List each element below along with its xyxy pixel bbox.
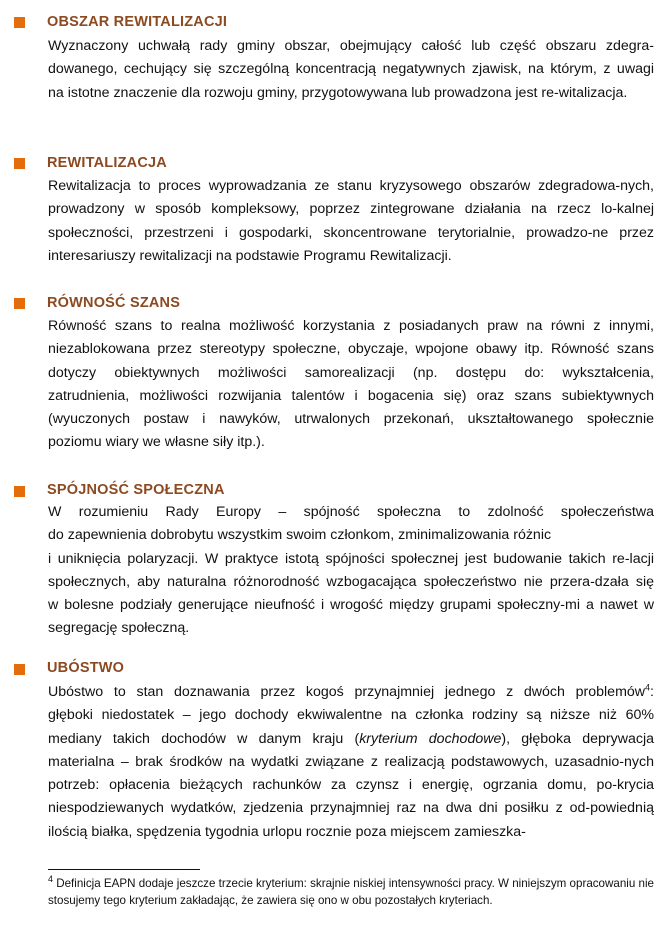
section-body-spojnosc-spoleczna xyxy=(48,501,654,641)
text-line: niezablokowana przez stereotypy społeczne, obyczaje, wpojone obawy itp. Równość szans xyxy=(48,341,654,358)
section-body-obszar-rewitalizacji xyxy=(48,35,654,105)
text-line: potrzeb: opłacenia bieżących rachunków za czynsz i energię, ogrzania domu, po-krycia xyxy=(48,777,654,794)
text-line: głęboki niedostatek – jego dochody ekwiwalentne na członka rodziny są niższe niż 60% xyxy=(48,707,654,724)
text-line: zatrudnienia, możliwości rozwijania talentów i bogacenia się) oraz szans subiektywnych xyxy=(48,387,654,404)
footnote-separator xyxy=(48,869,200,870)
text-line: do zapewnienia dobrobytu wszystkim swoim członkom, zminimalizowania różnic xyxy=(48,527,552,544)
text-line: segregację społeczną. xyxy=(48,620,190,637)
text-line: prowadzony w sposób kompleksowy, poprzez zintegrowane działania na rzecz lo-kalnej xyxy=(48,201,654,218)
text-line: dowanego, cechujący się szczególną koncentracją negatywnych zjawisk, na którym, z uwagi xyxy=(48,61,654,78)
text-line: na istotne znaczenie dla rozwoju gminy, przygotowywana lub prowadzona jest re-witalizacja. xyxy=(48,84,628,101)
section-heading-rewitalizacja: REWITALIZACJA xyxy=(47,155,167,171)
text-line: W rozumieniu Rady Europy – spójność społeczna to zdolność społeczeństwa xyxy=(48,504,654,520)
text-run: : xyxy=(650,684,654,700)
text-line: poziomu wiary we własne siły itp.). xyxy=(48,434,265,451)
text-line: materialna – brak środków na wydatki związane z realizacją podstawowych, uzasadnio-nych xyxy=(48,753,654,770)
bullet-square-icon xyxy=(14,17,25,28)
bullet-square-icon xyxy=(14,486,25,497)
footnote-marker: 4 xyxy=(48,874,54,885)
text-line: Równość szans to realna możliwość korzystania z posiadanych praw na równi z innymi, xyxy=(48,318,654,334)
section-body-rownosc-szans xyxy=(48,315,654,455)
section-heading-ubostwo: UBÓSTWO xyxy=(47,660,125,676)
text-line: społeczności, przestrzeni i gospodarki, skoncentrowane terytorialnie, prowadzo-ne przez xyxy=(48,224,654,241)
text-run: Ubóstwo to stan doznawania przez kogoś przynajmniej jednego z dwóch problemów xyxy=(48,684,646,700)
section-heading-rownosc-szans: RÓWNOŚĆ SZANS xyxy=(47,295,181,311)
text-line: społecznych, aby naturalna różnorodność wzbogacająca społeczeństwo nie przera-dzała się xyxy=(48,573,654,590)
text-line: dotyczy obiektywnych możliwości samorealizacji (np. dostępu do: wykształcenia, xyxy=(48,364,654,381)
footnote xyxy=(48,875,654,909)
italic-term: kryterium dochodowe xyxy=(359,730,502,747)
text-line: interesariuszy rewitalizacji na podstawie Programu Rewitalizacji. xyxy=(48,247,452,264)
bullet-square-icon xyxy=(14,158,25,169)
text-line: (wyuczonych postaw i nawyków, utrwalonych przekonań, ukształtowanego społecznie xyxy=(48,411,654,428)
text-run: mediany takich dochodów w danym kraju ( xyxy=(48,730,360,747)
footnote-ref: 4 xyxy=(645,682,651,693)
bullet-square-icon xyxy=(14,298,25,309)
section-body-rewitalizacja xyxy=(48,175,654,268)
text-line: niespodziewanych wydatków, zjedzenia przynajmniej raz na dwa dni posiłku z od-powiednią xyxy=(48,800,654,817)
footnote-text: Definicja EAPN dodaje jeszcze trzecie kryterium: skrajnie niskiej intensywności pracy. W niniejszym opracowaniu nie stosujemy tego kryterium zakładając, że zawiera się ono w obu pozostałych kryteriach. xyxy=(48,877,654,907)
text-line: i uniknięcia polaryzacji. W praktyce istotą spójności społecznej jest budowanie takich re-lacji xyxy=(48,550,654,567)
section-heading-spojnosc-spoleczna: SPÓJNOŚĆ SPOŁECZNA xyxy=(47,482,225,498)
section-body-ubostwo xyxy=(48,681,654,844)
bullet-square-icon xyxy=(14,664,25,675)
text-line xyxy=(48,681,654,704)
text-line: Rewitalizacja to proces wyprowadzania ze stanu kryzysowego obszarów zdegradowa-nych, xyxy=(48,178,654,194)
text-run: ), głęboka deprywacja xyxy=(501,730,654,747)
section-heading-obszar-rewitalizacji: OBSZAR REWITALIZACJI xyxy=(47,14,228,30)
text-line xyxy=(48,728,654,751)
text-line: ilością białka, spędzenia tygodnia urlopu rocznie poza miejscem zamieszka- xyxy=(48,823,526,840)
text-line: Wyznaczony uchwałą rady gminy obszar, obejmujący całość lub część obszaru zdegra- xyxy=(48,38,654,54)
text-line: w bolesne podziały generujące nieufność i wrogość między grupami społeczny-mi a nawet w xyxy=(48,597,654,614)
